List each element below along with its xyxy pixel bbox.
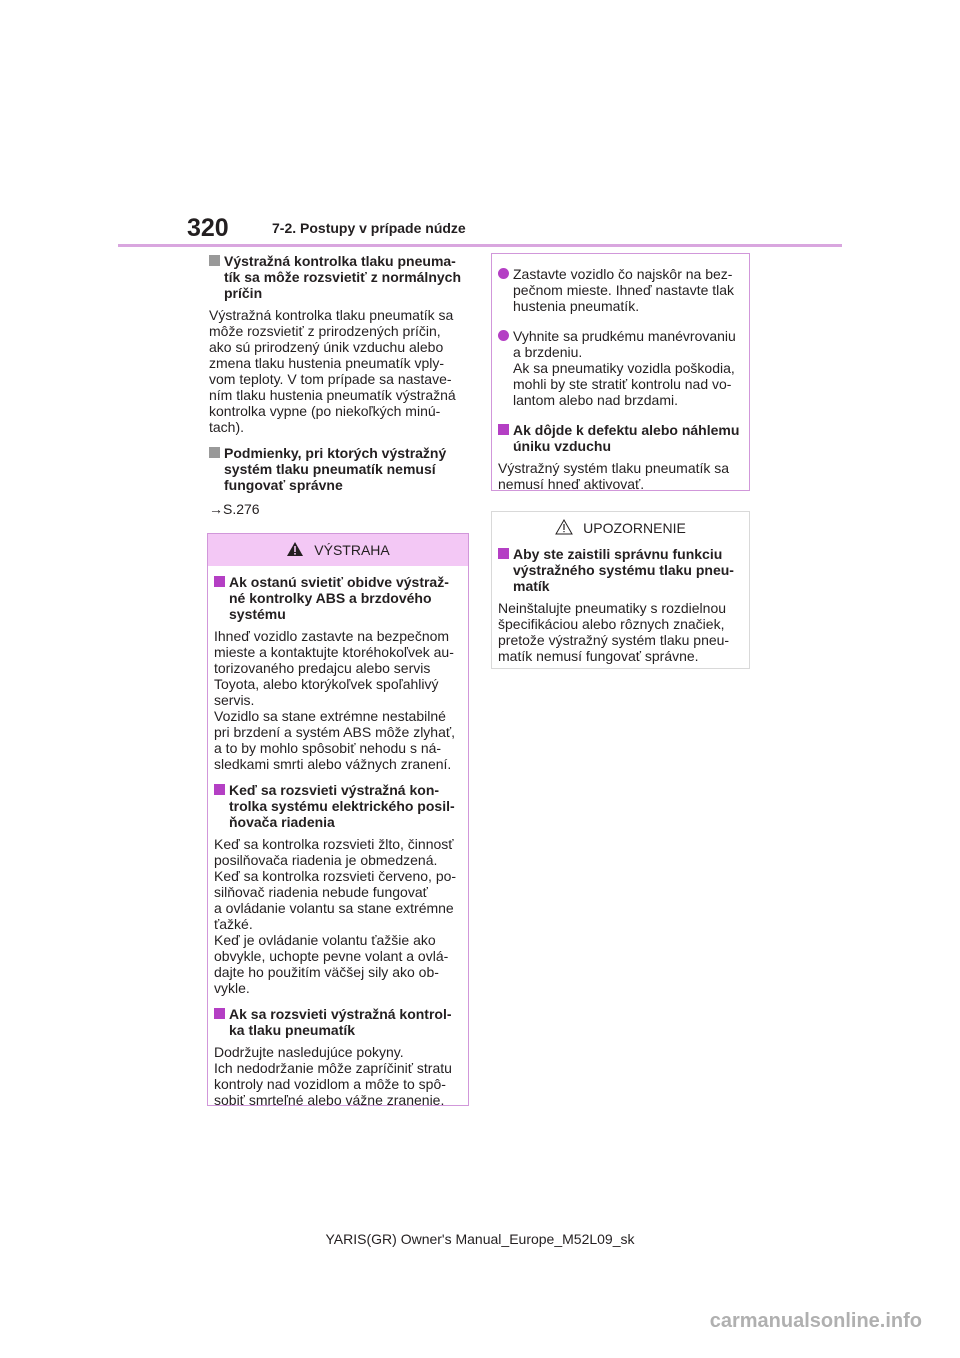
section-heading [214, 574, 462, 622]
square-bullet-icon [214, 576, 225, 587]
section-heading [214, 1006, 462, 1038]
square-bullet-icon [209, 255, 220, 266]
square-bullet-icon [498, 548, 509, 559]
warning-box-body [208, 566, 468, 1108]
warning-triangle-icon [286, 541, 304, 560]
paragraph: Výstražný systém tlaku pneumatík sa nemusí hneď aktivovať. [498, 460, 730, 492]
warning-box-header [208, 534, 468, 566]
heading-text: Ak sa rozsvieti výstražná kontrol- ka tlaku pneumatík [229, 1006, 452, 1038]
warning-continuation-box [491, 253, 750, 491]
paragraph: Neinštalujte pneumatiky s rozdielnou špecifikáciou alebo rôznych značiek, pretože výstražný systém tlaku pneu- matík nemusí fungovať správne. [498, 600, 730, 664]
section-heading [498, 546, 743, 594]
circle-bullet-icon [498, 268, 509, 279]
section-heading [214, 782, 462, 830]
paragraph: Dodržujte nasledujúce pokyny. Ich nedodržanie môže zapríčiniť stratu kontroly nad vozidlom a môže to spô- sobiť smrteľné alebo vážne zranenie. [214, 1044, 452, 1108]
section-heading [498, 422, 743, 454]
square-bullet-icon [214, 784, 225, 795]
paragraph: Keď sa kontrolka rozsvieti žlto, činnosť posilňovača riadenia je obmedzená. Keď sa kontrolka rozsvieti červeno, po- silňovač riadenia nebude fungovať a ovládanie volantu sa stane extrémne ťažké. Keď je ovládanie volantu ťažšie ako obvykle, uchopte pevne volant a ovlá- dajte ho použitím väčšej sily ako ob- vykle. [214, 836, 457, 996]
paragraph: Ihneď vozidlo zastavte na bezpečnom mieste a kontaktujte ktoréhokoľvek au- torizovaného predajcu alebo servis Toyota, alebo ktorýkoľvek spoľahlivý servis. Vozidlo sa stane extrémne nestabilné pri brzdení a systém ABS môže zlyhať, a to by mohlo spôsobiť nehodu s ná- sledkami smrti alebo vážnych zranení. [214, 628, 456, 772]
notice-box-body [492, 542, 749, 664]
notice-box-header [492, 514, 749, 542]
section-heading [209, 253, 471, 301]
notice-box [491, 511, 750, 669]
watermark: carmanualsonline.info [709, 1310, 922, 1332]
heading-text: Výstražná kontrolka tlaku pneuma- tík sa môže rozsvietiť z normálnych príčin [224, 253, 462, 301]
caution-triangle-icon [555, 519, 573, 538]
bullet-item [498, 266, 743, 314]
left-column [209, 253, 471, 517]
header-rule [118, 244, 842, 247]
notice-box-title: UPOZORNENIE [583, 520, 686, 536]
page-number: 320 [187, 214, 229, 242]
bullet-text: Vyhnite sa prudkému manévrovaniu a brzdeniu. Ak sa pneumatiky vozidla poškodia, mohli by ste stratiť kontrolu nad vo- lantom alebo nad brzdami. [513, 328, 736, 408]
heading-text: Keď sa rozsvieti výstražná kon- trolka systému elektrického posil- ňovača riadenia [229, 782, 455, 830]
heading-text: Ak dôjde k defektu alebo náhlemu úniku vzduchu [513, 422, 740, 454]
section-title: 7-2. Postupy v prípade núdze [272, 220, 466, 236]
bullet-text: Zastavte vozidlo čo najskôr na bez- pečnom mieste. Ihneď nastavte tlak hustenia pneumatík. [513, 266, 735, 314]
section-heading [209, 445, 471, 493]
heading-text: Aby ste zaistili správnu funkciu výstražného systému tlaku pneu- matík [513, 546, 734, 594]
page-reference-link[interactable]: →S.276 [209, 501, 260, 517]
square-bullet-icon [209, 447, 220, 458]
paragraph: Výstražná kontrolka tlaku pneumatík sa môže rozsvietiť z prirodzených príčin, ako sú prirodzený únik vzduchu alebo zmena tlaku hustenia pneumatík vply- vom teploty. V tom prípade sa nastave- ním tlaku hustenia pneumatík výstražná kontrolka vypne (po niekoľkých minú- tach). [209, 307, 456, 435]
heading-text: Podmienky, pri ktorých výstražný systém tlaku pneumatík nemusí fungovať správne [224, 445, 447, 493]
heading-text: Ak ostanú svietiť obidve výstraž- né kontrolky ABS a brzdového systému [229, 574, 449, 622]
warning-box-title: VÝSTRAHA [314, 542, 390, 558]
bullet-item [498, 328, 743, 408]
square-bullet-icon [498, 424, 509, 435]
warning-box [207, 533, 469, 1106]
square-bullet-icon [214, 1008, 225, 1019]
circle-bullet-icon [498, 330, 509, 341]
footer-text: YARIS(GR) Owner's Manual_Europe_M52L09_sk [325, 1231, 635, 1247]
